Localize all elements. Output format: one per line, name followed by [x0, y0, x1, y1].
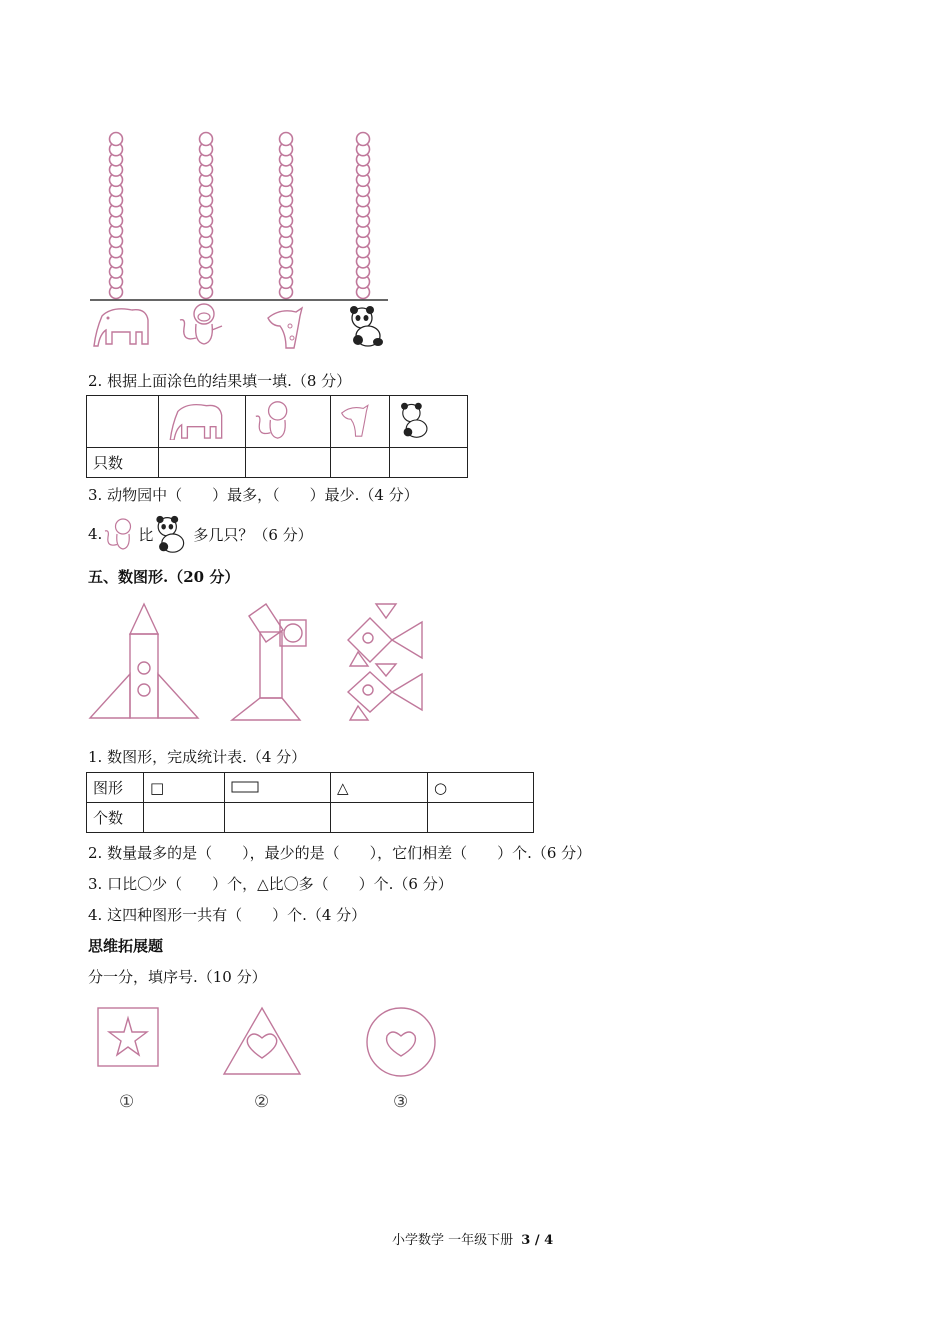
triangle-icon: △	[337, 778, 349, 797]
giraffe-icon	[268, 308, 302, 348]
option-label-2: ②	[254, 1092, 270, 1112]
bead[interactable]	[357, 133, 370, 146]
giraffe-icon	[337, 402, 371, 438]
section5-q3: 3. 口比〇少（ ）个，△比〇多（ ）个.（6 分）	[88, 875, 453, 893]
table-header-panda	[390, 396, 468, 448]
bead[interactable]	[280, 133, 293, 146]
elephant-icon	[165, 400, 225, 440]
answer-cell-square[interactable]	[144, 803, 225, 833]
q4-mid: 比	[138, 525, 154, 544]
square-star-figure	[98, 1008, 158, 1066]
extension-figures	[90, 1004, 450, 1084]
q4-suffix: 多几只？（6 分）	[193, 525, 313, 544]
bead-column-elephant	[110, 133, 123, 299]
panda-icon	[153, 514, 187, 554]
triangle-heart-figure	[224, 1008, 300, 1074]
telescope-figure	[232, 604, 306, 720]
table-header-rectangle	[225, 773, 331, 803]
bead-column-panda	[357, 133, 370, 299]
extension-title: 思维拓展题	[88, 937, 164, 955]
elephant-icon	[94, 309, 148, 346]
q4-prefix: 4.	[88, 525, 103, 543]
section5-q2: 2. 数量最多的是（ ），最少的是（ ），它们相差（ ）个.（6 分）	[88, 844, 592, 862]
shape-count-table	[86, 772, 534, 833]
table-header-circle	[428, 773, 534, 803]
row-label-count: 个数	[87, 803, 144, 833]
page-number: 3 / 4	[521, 1233, 554, 1248]
answer-cell-elephant[interactable]	[159, 448, 246, 478]
q3-text: 3. 动物园中（ ）最多，（ ）最少.（4 分）	[88, 486, 419, 504]
answer-cell-panda[interactable]	[390, 448, 468, 478]
section5-q4: 4. 这四种图形一共有（ ）个.（4 分）	[88, 906, 367, 924]
answer-cell-monkey[interactable]	[246, 448, 331, 478]
q2-title: 2. 根据上面涂色的结果填一填.（8 分）	[88, 372, 352, 390]
table-header-square	[144, 773, 225, 803]
fish-figure	[348, 604, 422, 720]
bead-chart	[86, 124, 396, 350]
option-label-3: ③	[393, 1092, 409, 1112]
option-label-1: ①	[119, 1092, 135, 1112]
monkey-icon	[102, 516, 138, 552]
rocket-figure	[90, 604, 198, 718]
table-header-monkey	[246, 396, 331, 448]
answer-cell-triangle[interactable]	[331, 803, 428, 833]
section5-title: 五、数图形.（20 分）	[88, 568, 240, 586]
section5-q1-title: 1. 数图形，完成统计表.（4 分）	[88, 748, 307, 766]
square-icon: □	[150, 778, 165, 797]
circle-heart-figure	[367, 1008, 435, 1076]
panda-icon	[396, 401, 432, 439]
bead[interactable]	[110, 133, 123, 146]
animal-count-table	[86, 395, 468, 478]
table-header-giraffe	[331, 396, 390, 448]
footer-text: 小学数学 一年级下册	[392, 1233, 514, 1248]
row-label-shape: 图形	[87, 773, 144, 803]
q4-line	[88, 514, 313, 554]
bead-column-giraffe	[280, 133, 293, 299]
bead-column-monkey	[200, 133, 213, 299]
rectangle-icon	[231, 781, 259, 793]
answer-cell-circle[interactable]	[428, 803, 534, 833]
extension-instruction: 分一分，填序号.（10 分）	[88, 968, 267, 986]
table-corner	[87, 396, 159, 448]
table-header-triangle	[331, 773, 428, 803]
shape-figures	[86, 600, 431, 728]
panda-icon	[350, 306, 383, 346]
monkey-icon	[180, 304, 222, 344]
page-footer	[392, 1229, 553, 1248]
table-header-elephant	[159, 396, 246, 448]
circle-icon: ○	[434, 778, 448, 797]
monkey-icon	[252, 400, 296, 440]
bead[interactable]	[200, 133, 213, 146]
answer-cell-giraffe[interactable]	[331, 448, 390, 478]
answer-cell-rectangle[interactable]	[225, 803, 331, 833]
row-label-count: 只数	[87, 448, 159, 478]
